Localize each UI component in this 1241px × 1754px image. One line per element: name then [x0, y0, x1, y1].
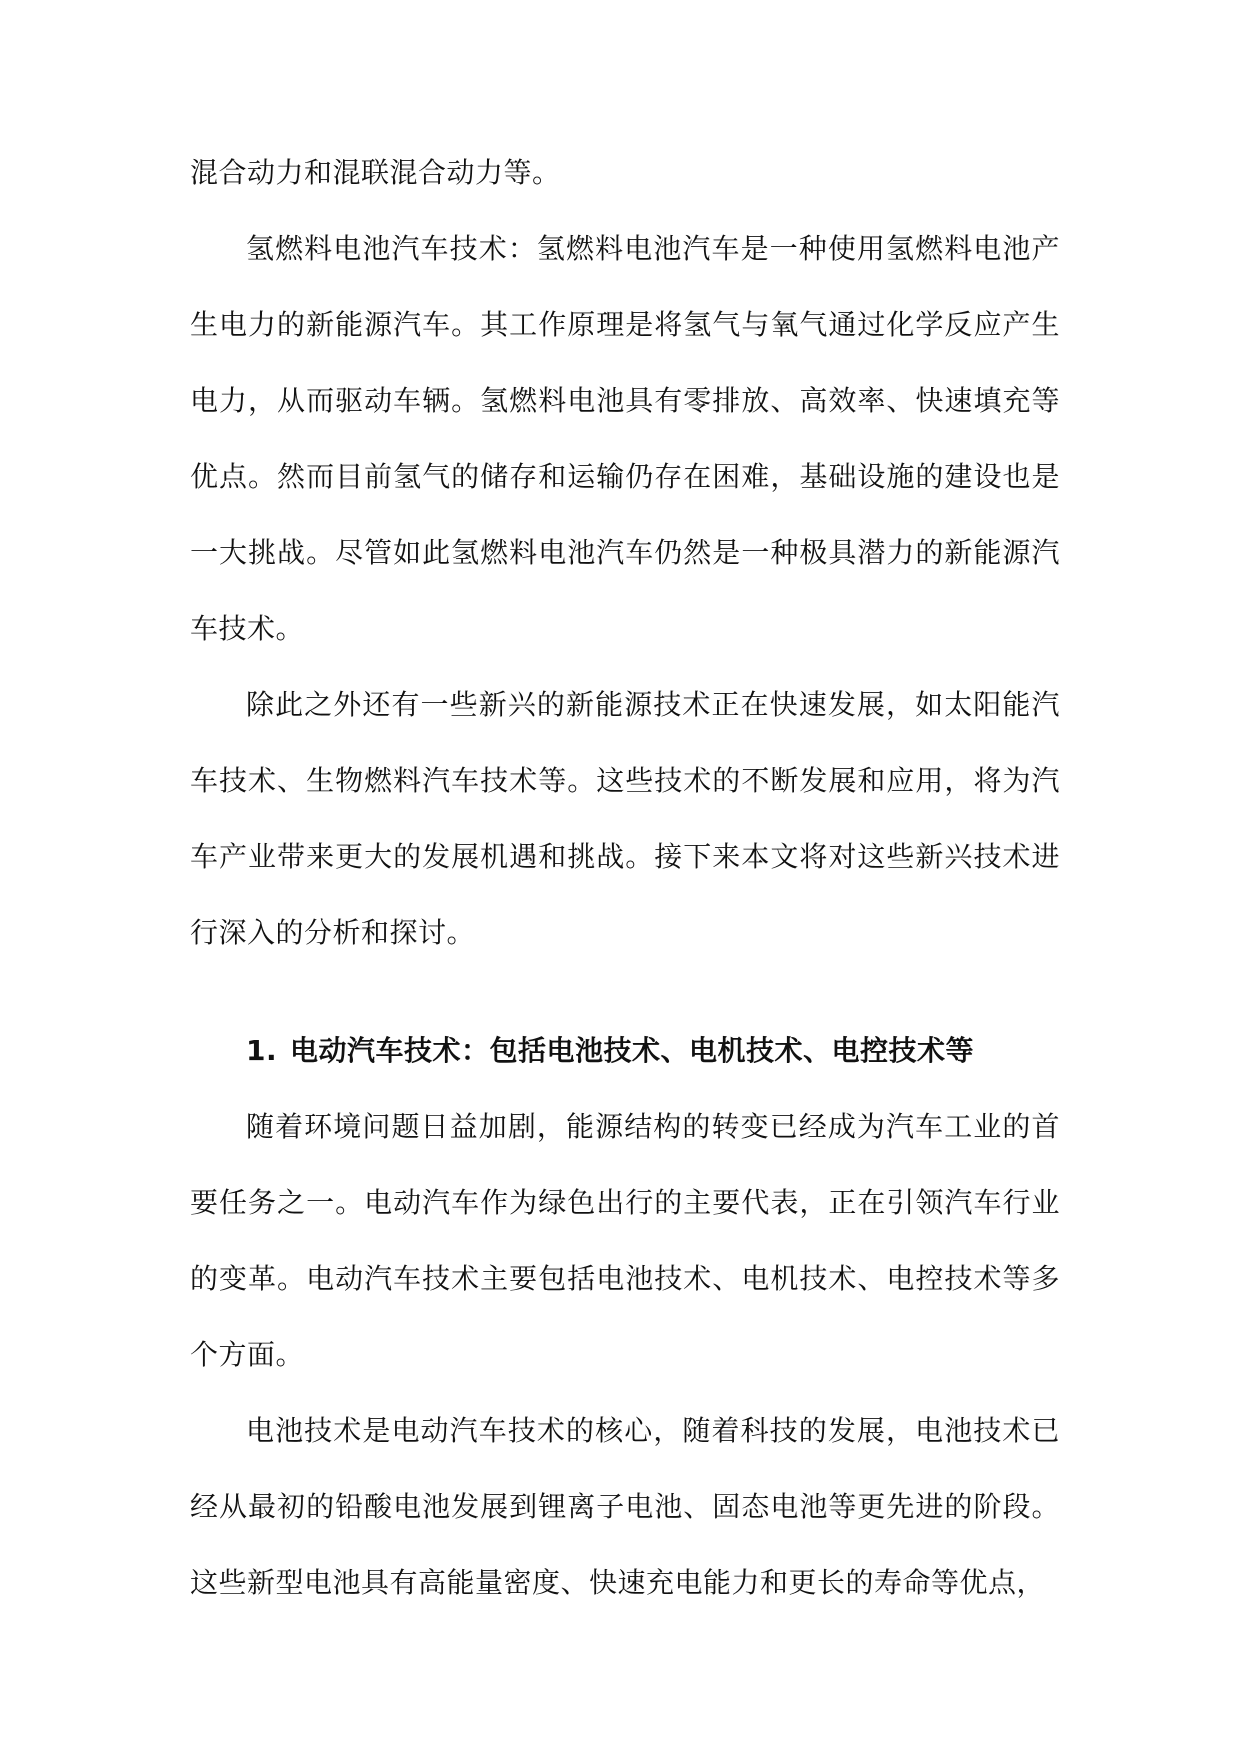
paragraph-hydrogen-fuel-cell: 氢燃料电池汽车技术：氢燃料电池汽车是一种使用氢燃料电池产生电力的新能源汽车。其工作原理是将氢气与氧气通过化学反应产生电力，从而驱动车辆。氢燃料电池具有零排放、高效率、快速填充等优点。然而目前氢气的储存和运输仍存在困难，基础设施的建设也是一大挑战。尽管如此氢燃料电池汽车仍然是一种极具潜力的新能源汽车技术。: [190, 232, 1060, 645]
section-heading: [190, 1013, 1060, 1089]
paragraph-battery-tech: 电池技术是电动汽车技术的核心，随着科技的发展，电池技术已经从最初的铅酸电池发展到锂离子电池、固态电池等更先进的阶段。这些新型电池具有高能量密度、快速充电能力和更长的寿命等优点，: [190, 1414, 1060, 1599]
paragraph-continuation: 混合动力和混联混合动力等。: [190, 156, 561, 189]
section-title: 电动汽车技术：包括电池技术、电机技术、电控技术等: [290, 1034, 975, 1067]
paragraph-ev-intro: 随着环境问题日益加剧，能源结构的转变已经成为汽车工业的首要任务之一。电动汽车作为绿色出行的主要代表，正在引领汽车行业的变革。电动汽车技术主要包括电池技术、电机技术、电控技术等多个方面。: [190, 1110, 1060, 1371]
document-body: [190, 135, 1060, 1621]
section-number: 1.: [246, 1034, 278, 1067]
paragraph-emerging-tech: 除此之外还有一些新兴的新能源技术正在快速发展，如太阳能汽车技术、生物燃料汽车技术等。这些技术的不断发展和应用，将为汽车产业带来更大的发展机遇和挑战。接下来本文将对这些新兴技术进行深入的分析和探讨。: [190, 688, 1060, 949]
